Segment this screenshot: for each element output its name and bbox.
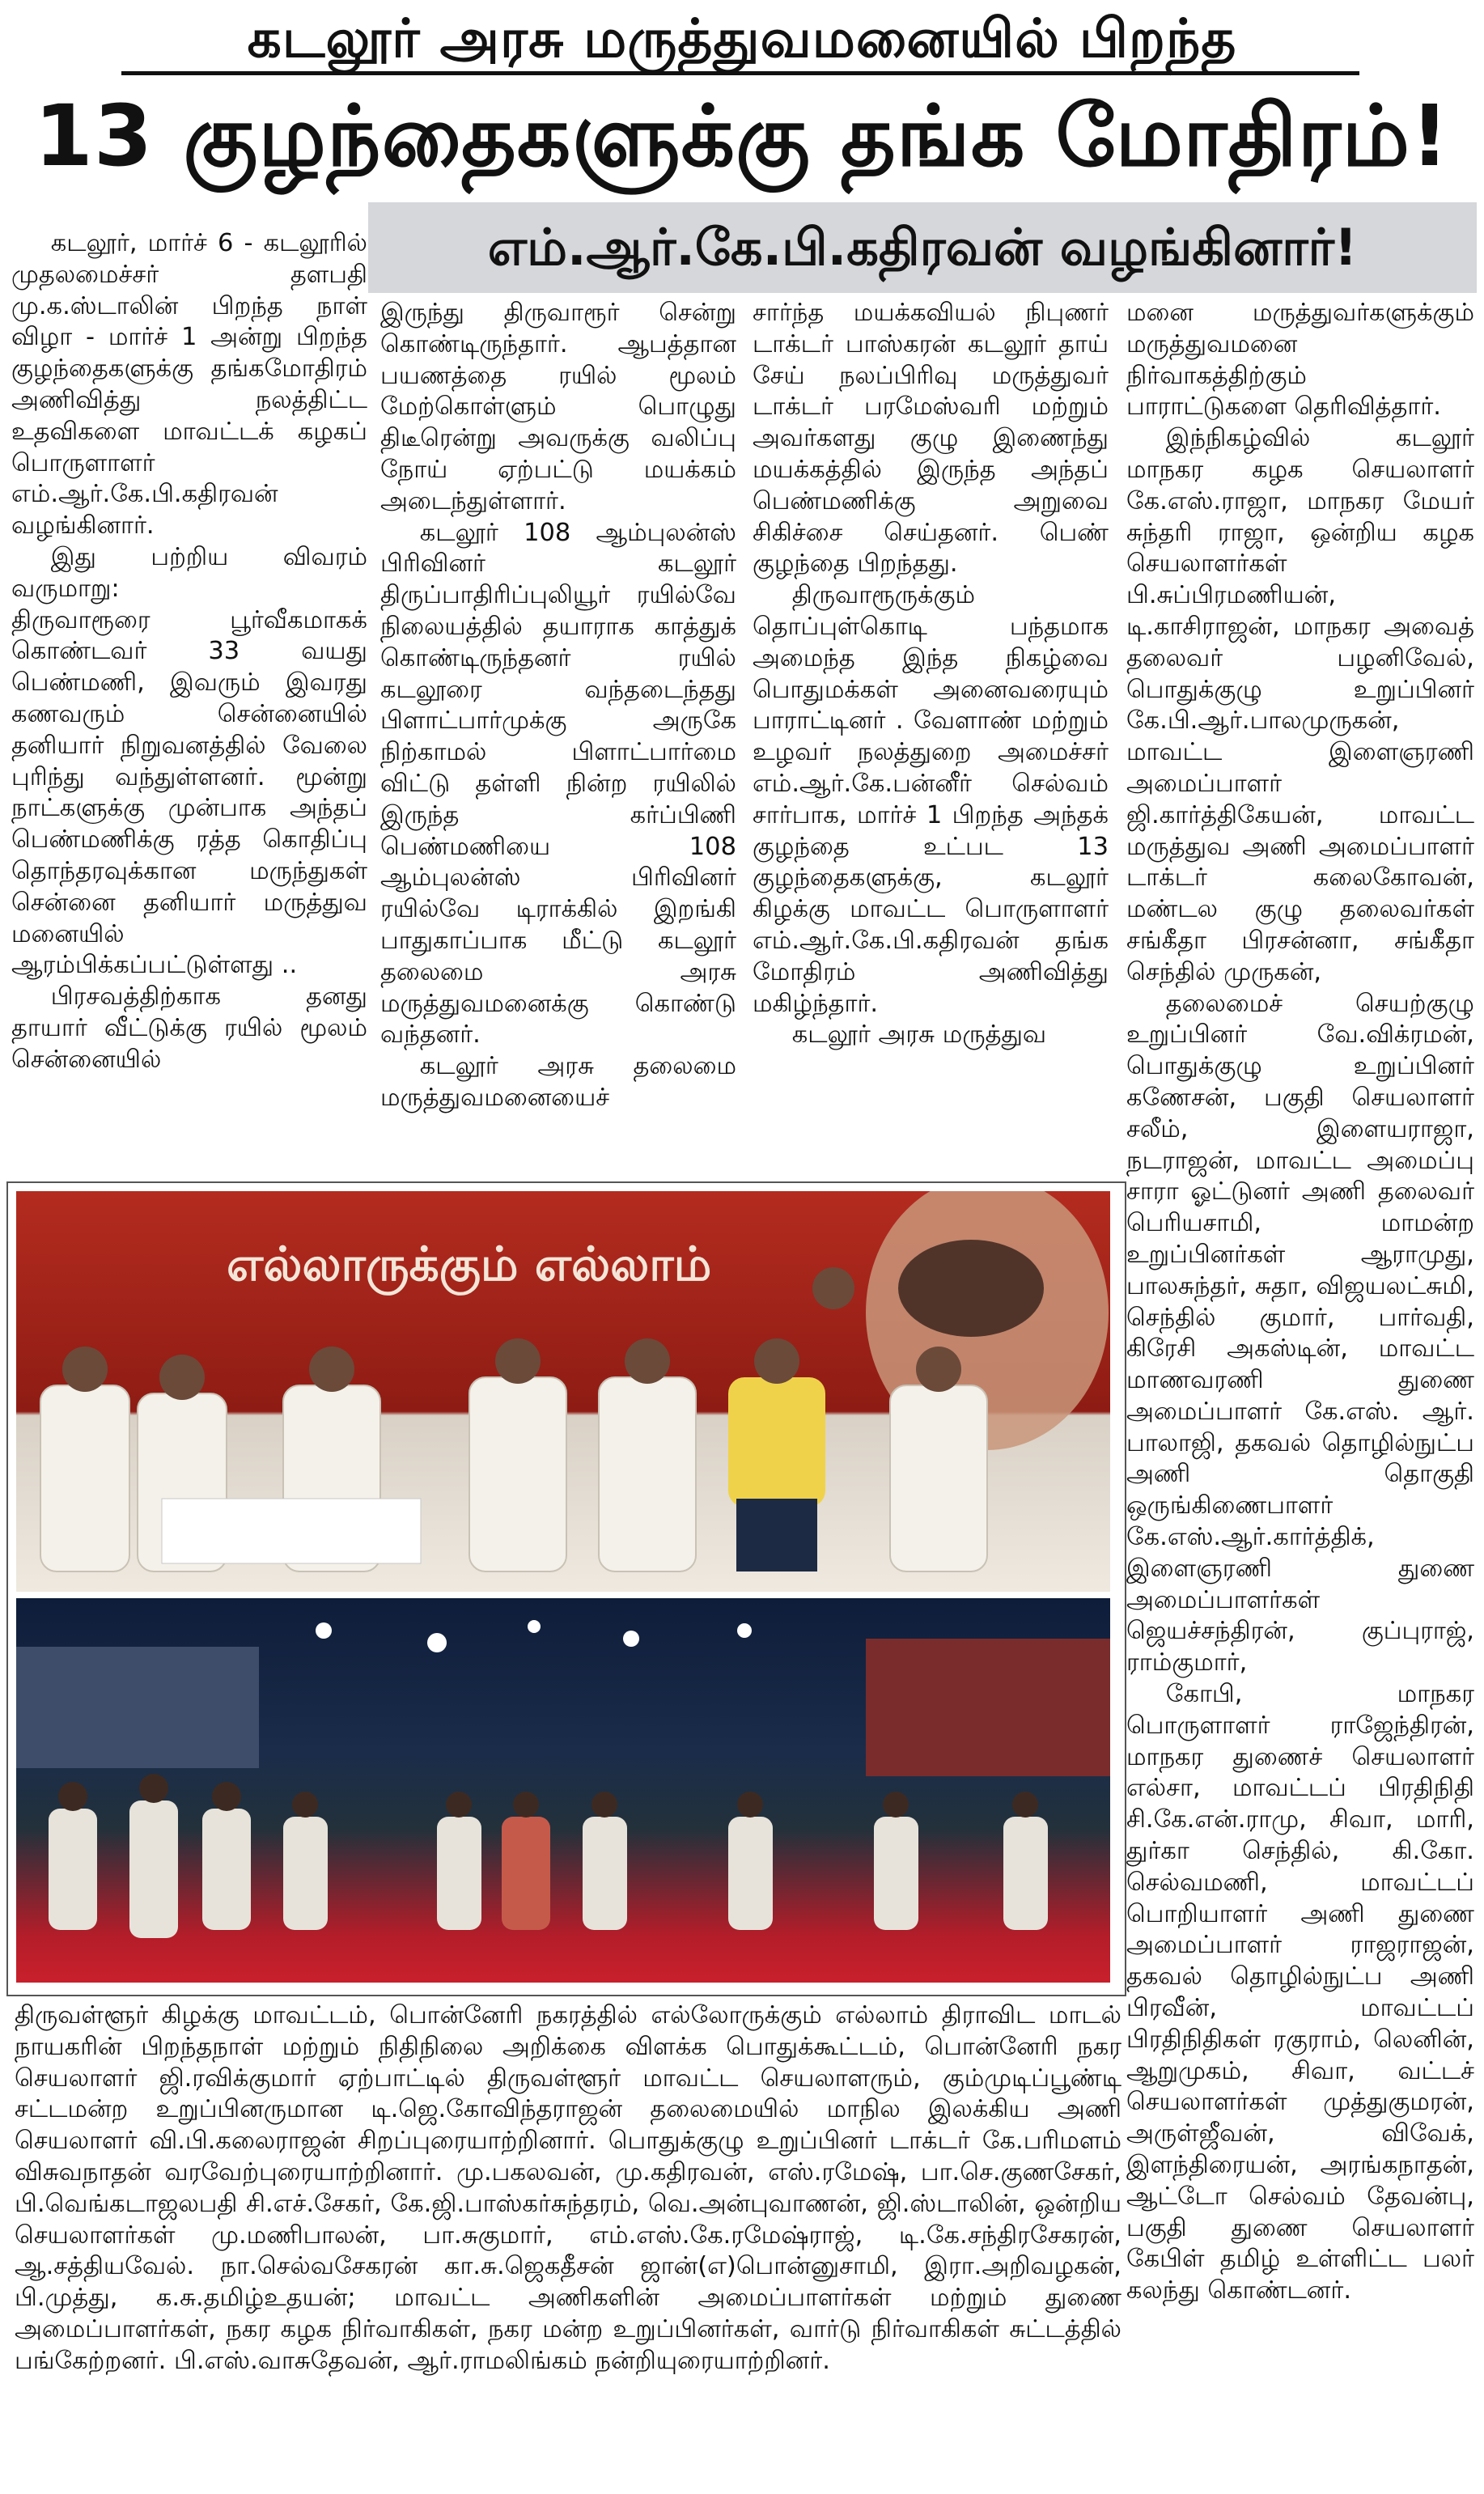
col1-paragraph: பிரசவத்திற்காக தனது தாயார் வீட்டுக்கு ரயில் மூலம் சென்னையில் bbox=[11, 982, 367, 1074]
article-column-1 bbox=[11, 228, 367, 1179]
col3-paragraph: சார்ந்த மயக்கவியல் நிபுணர் டாக்டர் பாஸ்கரன் கடலூர் தாய் சேய் நலப்பிரிவு மருத்துவர் டாக்டர் பரமேஸ்வரி மற்றும் அவர்களது குழு இணைந்து மயக்கத்தில் இருந்த அந்தப் பெண்மணிக்கு அறுவை சிகிச்சை செய்தனர். பெண் குழந்தை பிறந்தது. bbox=[753, 299, 1109, 579]
crowd-event-illustration bbox=[16, 1598, 1110, 1983]
col4-paragraph: தலைமைச் செயற்குழு உறுப்பினர் வே.விக்ரமன், பொதுக்குழு உறுப்பினர் கணேசன், பகுதி செயலாளர் சலீம், இளையராஜா, நடராஜன், மாவட்ட அமைப்பு சாரா ஓட்டுனர் அணி தலைவர் பெரியசாமி, மாமன்ற உறுப்பினர்கள் ஆராமுது, பாலசுந்தர், சுதா, விஜயலட்சுமி, செந்தில் குமார், பார்வதி, கிரேசி அகஸ்டின், மாவட்ட மாணவரணி துணை அமைப்பாளர் கே.எஸ். ஆர். பாலாஜி, தகவல் தொழில்நுட்ப அணி தொகுதி ஒருங்கிணைபாளர் கே.எஸ்.ஆர்.கார்த்திக், இளைஞரணி துணை அமைப்பாளர்கள் ஜெயச்சந்திரன், குப்புராஜ், ராம்குமார், bbox=[1126, 989, 1474, 1678]
stage-event-photo bbox=[16, 1191, 1110, 1592]
col3-paragraph: கடலூர் அரசு மருத்துவ bbox=[791, 1020, 1047, 1050]
col2-paragraph: இருந்து திருவாரூர் சென்று கொண்டிருந்தார். ஆபத்தான பயணத்தை ரயில் மூலம் மேற்கொள்ளும் பொழுது திடீரென்று அவருக்கு வலிப்பு நோய் ஏற்பட்டு மயக்கம் அடைந்துள்ளார். bbox=[380, 299, 736, 515]
col3-paragraph: திருவாரூருக்கும் தொப்புள்கொடி பந்தமாக அமைந்த இந்த நிகழ்வை பொதுமக்கள் அனைவரையும் பாராட்டினர் . வேளாண் மற்றும் உழவர் நலத்துறை அமைச்சர் எம்.ஆர்.கே.பன்னீர் செல்வம் சார்பாக, மார்ச் 1 பிறந்த அந்தக் குழந்தை உட்பட 13 குழந்தைகளுக்கு, கடலூர் கிழக்கு மாவட்ட பொருளாளர் எம்.ஆர்.கே.பி.கதிரவன் தங்க மோதிரம் அணிவித்து மகிழ்ந்தார். bbox=[753, 581, 1109, 1018]
col2-paragraph: கடலூர் 108 ஆம்புலன்ஸ் பிரிவினர் கடலூர் திருப்பாதிரிப்புலியூர் ரயில்வே நிலையத்தில் தயாராக காத்துக் கொண்டிருந்தனர் ரயில் கடலூரை வந்தடைந்தது பிளாட்பார்முக்கு அருகே நிற்காமல் பிளாட்பார்மை விட்டு தள்ளி நின்ற ரயிலில் இருந்த கர்ப்பிணி பெண்மணியை 108 ஆம்புலன்ஸ் பிரிவினர் ரயில்வே டிராக்கில் இறங்கி பாதுகாப்பாக மீட்டு கடலூர் தலைமை அரசு மருத்துவமனைக்கு கொண்டு வந்தனர். bbox=[380, 518, 736, 1050]
col4-paragraph: கோபி, மாநகர பொருளாளர் ராஜேந்திரன், மாநகர துணைச் செயலாளர் எல்சா, மாவட்டப் பிரதிநிதி சி.கே.என்.ராமு, சிவா, மாரி, துர்கா செந்தில், கி.கோ. செல்வமணி, மாவட்டப் பொறியாளர் அணி துணை அமைப்பாளர் ராஜராஜன், தகவல் தொழில்நுட்ப அணி பிரவீன், மாவட்டப் பிரதிநிதிகள் ரகுராம், லெனின், ஆறுமுகம், சிவா, வட்டச் செயலாளர்கள் முத்துகுமரன், அருள்ஜீவன், விவேக், இளந்திரையன், அரங்கநாதன், ஆட்டோ செல்வம் தேவன்பு, பகுதி துணை செயலாளர் கேபிள் தமிழ் உள்ளிட்ட பலர் கலந்து கொண்டனர். bbox=[1126, 1680, 1474, 2305]
col4-paragraph: மனை மருத்துவர்களுக்கும் மருத்துவமனை நிர்வாகத்திற்கும் பாராட்டுகளை தெரிவித்தார். bbox=[1126, 299, 1474, 422]
article-headline: 13 குழந்தைகளுக்கு தங்க மோதிரம்! bbox=[34, 87, 1450, 185]
stage-event-illustration bbox=[16, 1191, 1110, 1592]
article-column-4 bbox=[1126, 298, 1474, 2491]
article-column-2 bbox=[380, 298, 736, 1180]
article-deck: எம்.ஆர்.கே.பி.கதிரவன் வழங்கினார்! bbox=[368, 202, 1477, 293]
col4-paragraph: இந்நிகழ்வில் கடலூர் மாநகர கழக செயலாளர் கே.எஸ்.ராஜா, மாநகர மேயர் சுந்தரி ராஜா, ஒன்றிய கழக செயலாளர்கள் பி.சுப்பிரமணியன், டி.காசிராஜன், மாநகர அவைத் தலைவர் பழனிவேல், பொதுக்குழு உறுப்பினர் கே.பி.ஆர்.பாலமுருகன், மாவட்ட இளைஞரணி அமைப்பாளர் ஜி.கார்த்திகேயன், மாவட்ட மருத்துவ அணி அமைப்பாளர் டாக்டர் கலைகோவன், மண்டல குழு தலைவர்கள் சங்கீதா பிரசன்னா, சங்கீதா செந்தில் முருகன், bbox=[1126, 424, 1474, 986]
kicker-underline bbox=[121, 71, 1359, 75]
col1-paragraph: கடலூர், மார்ச் 6 - கடலூரில் முதலமைச்சர் தளபதி மு.க.ஸ்டாலின் பிறந்த நாள் விழா - மார்ச் 1 அன்று பிறந்த குழந்தைகளுக்கு தங்கமோதிரம் அணிவித்து நலத்திட்ட உதவிகளை மாவட்டக் கழகப் பொருளாளர் எம்.ஆர்.கே.பி.கதிரவன் வழங்கினார். bbox=[11, 229, 367, 541]
article-kicker: கடலூர் அரசு மருத்துவமனையில் பிறந்த bbox=[247, 7, 1237, 70]
article-column-3 bbox=[753, 298, 1109, 1180]
col1-paragraph: இது பற்றிய விவரம் வருமாறு: bbox=[11, 542, 367, 603]
caption-text: திருவள்ளூர் கிழக்கு மாவட்டம், பொன்னேரி நகரத்தில் எல்லோருக்கும் எல்லாம் திராவிட மாடல் நாயகரின் பிறந்தநாள் மற்றும் நிதிநிலை அறிக்கை விளக்க பொதுக்கூட்டம், பொன்னேரி நகர செயலாளர் ஜி.ரவிக்குமார் ஏற்பாட்டில் திருவள்ளூர் மாவட்ட செயலாளரும், கும்முடிப்பூண்டி சட்டமன்ற உறுப்பினருமான டி.ஜெ.கோவிந்தராஜன் தலைமையில் மாநில இலக்கிய அணி செயலாளர் வி.பி.கலைராஜன் சிறப்புரையாற்றினார். பொதுக்குழு உறுப்பினர் டாக்டர் கே.பரிமளம் விசுவநாதன் வரவேற்புரையாற்றினார். மு.பகலவன், மு.கதிரவன், எஸ்.ரமேஷ், பா.செ.குணசேகர், பி.வெங்கடாஜலபதி சி.எச்.சேகர், கே.ஜி.பாஸ்கர்சுந்தரம், வெ.அன்புவாணன், ஜி.ஸ்டாலின், ஒன்றிய செயலாளர்கள் மு.மணிபாலன், பா.சுகுமார், எம்.எஸ்.கே.ரமேஷ்ராஜ், டி.கே.சந்திரசேகரன், ஆ.சத்தியவேல். நா.செல்வசேகரன் கா.சு.ஜெகதீசன் ஜான்(எ)பொன்னுசாமி, இரா.அறிவழகன், பி.முத்து, க.சு.தமிழ்உதயன்; மாவட்ட அணிகளின் அமைப்பாளர்கள் மற்றும் துணை அமைப்பாளர்கள், நகர கழக நிர்வாகிகள், நகர மன்ற உறுப்பினர்கள், வார்டு நிர்வாகிகள் சுட்டத்தில் பங்கேற்றனர். பி.எஸ்.வாசுதேவன், ஆர்.ராமலிங்கம் நன்றியுரையாற்றினர். bbox=[15, 2001, 1121, 2375]
col1-paragraph: திருவாரூரை பூர்வீகமாகக் கொண்டவர் 33 வயது பெண்மணி, இவரும் இவரது கணவரும் சென்னையில் தனியார் நிறுவனத்தில் வேலை புரிந்து வந்துள்ளனர். மூன்று நாட்களுக்கு முன்பாக அந்தப் பெண்மணிக்கு ரத்த கொதிப்பு தொந்தரவுக்கான மருந்துகள் சென்னை தனியார் மருத்துவ மனையில் ஆரம்பிக்கப்பட்டுள்ளது .. bbox=[11, 605, 367, 980]
col2-paragraph: கடலூர் அரசு தலைமை மருத்துவமனையைச் bbox=[380, 1052, 736, 1112]
photo-caption bbox=[15, 2000, 1121, 2486]
crowd-event-photo bbox=[16, 1598, 1110, 1983]
stage-banner-text: எல்லாருக்கும் எல்லாம் bbox=[227, 1236, 712, 1292]
